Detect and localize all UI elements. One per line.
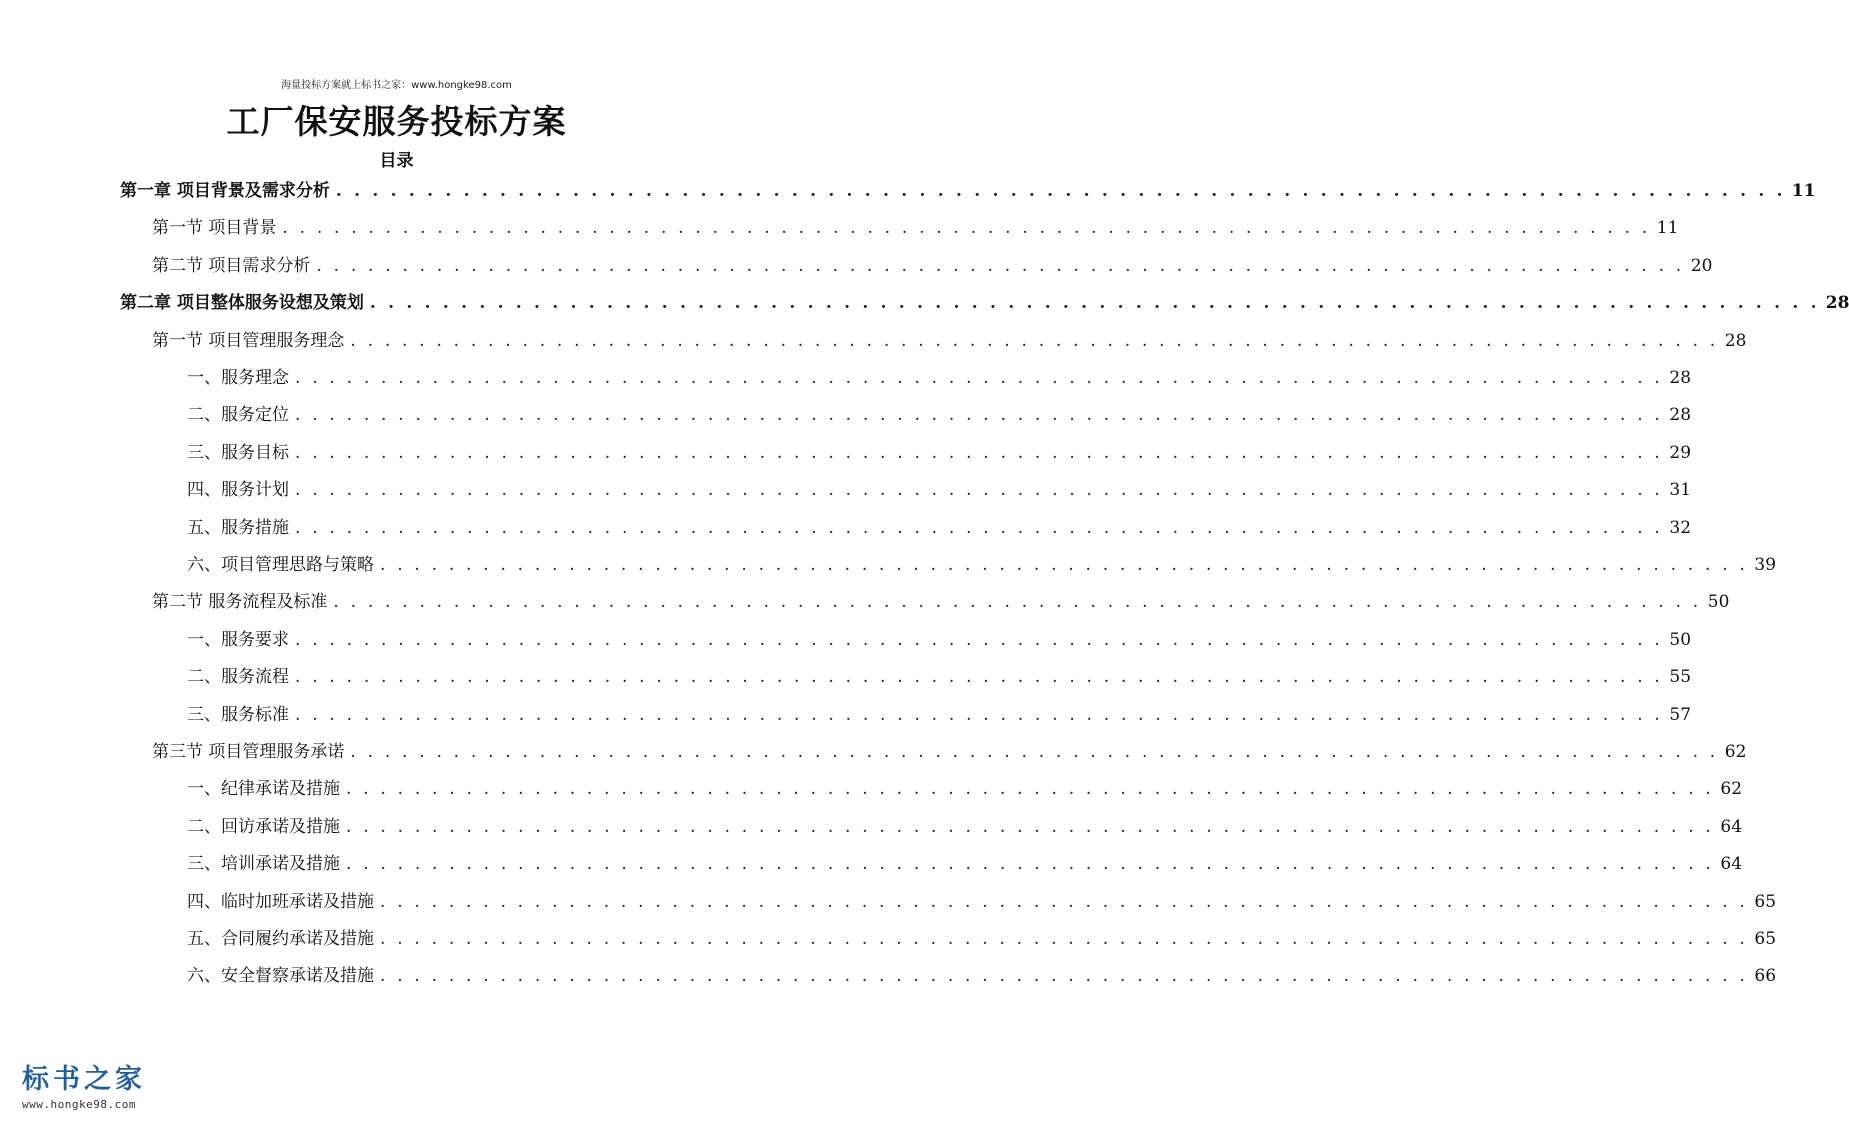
toc-entry[interactable] [152,587,1730,617]
toc-entry-label: 三、服务标准 [187,704,289,725]
toc-entry-page: 39 [1754,555,1777,575]
toc-dot-leader: . . . . . . . . . . . . . . . . . . . . . . . . . . . . . . . . . . . . . . . . . . . . . . . . . . . . . . . . . . . . . . . . . . . . . . . . . . . . . . . . [295,517,1664,538]
toc-entry[interactable] [187,849,1743,879]
toc-entry-label: 一、纪律承诺及措施 [187,779,340,800]
toc-entry-page: 57 [1669,704,1692,725]
toc-entry-page: 62 [1724,742,1747,762]
toc-dot-leader: . . . . . . . . . . . . . . . . . . . . . . . . . . . . . . . . . . . . . . . . . . . . . . . . . . . . . . . . . . . . . . . . . . . . . . . . . . . . . . . . [295,442,1664,463]
toc-entry-page: 28 [1724,330,1747,351]
toc-dot-leader: . . . . . . . . . . . . . . . . . . . . . . . . . . . . . . . . . . . . . . . . . . . . . . . . . . . . . . . . . . . . . . . . . . . . . . . . . . . . . . . . [295,704,1664,725]
toc-entry[interactable] [187,887,1777,917]
toc-entry-label: 第二节 项目需求分析 [152,255,311,276]
toc-dot-leader: . . . . . . . . . . . . . . . . . . . . . . . . . . . . . . . . . . . . . . . . . . . . . . . . . . . . . . . . . . . . . . . . . . . . . . . . . . . . . . . . [295,629,1664,650]
toc-entry-label: 二、服务流程 [187,667,289,688]
toc-entry[interactable] [187,400,1692,430]
toc-entry-page: 66 [1754,966,1777,987]
header-note: 海量投标方案就上标书之家：www.hongke98.com [281,80,512,91]
toc-entry-page: 50 [1669,629,1692,650]
toc-entry-page: 32 [1669,517,1692,538]
toc-entry-label: 第二章 项目整体服务设想及策划 [120,293,364,314]
toc-dot-leader: . . . . . . . . . . . . . . . . . . . . . . . . . . . . . . . . . . . . . . . . . . . . . . . . . . . . . . . . . . . . . . . . . . . . . . . . . . . . . . . . [316,255,1685,276]
toc-dot-leader: . . . . . . . . . . . . . . . . . . . . . . . . . . . . . . . . . . . . . . . . . . . . . . . . . . . . . . . . . . . . . . . . . . . . . . . . . . . . . . . . [346,816,1715,837]
toc-entry-page: 20 [1690,255,1713,276]
toc-dot-leader: . . . . . . . . . . . . . . . . . . . . . . . . . . . . . . . . . . . . . . . . . . . . . . . . . . . . . . . . . . . . . . . . . . . . . . . . . . . . . . . . [369,293,1820,314]
toc-entry-page: 64 [1720,816,1743,837]
toc-entry-page: 28 [1669,368,1692,388]
toc-entry-label: 二、服务定位 [187,405,289,426]
toc-dot-leader: . . . . . . . . . . . . . . . . . . . . . . . . . . . . . . . . . . . . . . . . . . . . . . . . . . . . . . . . . . . . . . . . . . . . . . . . . . . . . . . . [350,742,1719,762]
toc-entry-label: 第一节 项目背景 [152,218,277,239]
toc-entry-label: 第一章 项目背景及需求分析 [120,181,330,201]
toc-entry-page: 11 [1656,218,1679,239]
toc-entry-page: 31 [1669,480,1692,501]
toc-entry[interactable] [187,513,1692,543]
toc-entry-label: 五、服务措施 [187,517,289,538]
toc-entry-page: 11 [1791,181,1816,201]
toc-dot-leader: . . . . . . . . . . . . . . . . . . . . . . . . . . . . . . . . . . . . . . . . . . . . . . . . . . . . . . . . . . . . . . . . . . . . . . . . . . . . . . . . [346,854,1715,875]
toc-dot-leader: . . . . . . . . . . . . . . . . . . . . . . . . . . . . . . . . . . . . . . . . . . . . . . . . . . . . . . . . . . . . . . . . . . . . . . . . . . . . . . . . [346,779,1715,800]
toc-entry-page: 50 [1707,592,1730,613]
toc-entry[interactable] [187,961,1777,991]
toc-entry-page: 65 [1754,891,1777,912]
toc-entry-page: 28 [1825,293,1849,314]
toc-entry-page: 28 [1669,405,1692,426]
toc-dot-leader: . . . . . . . . . . . . . . . . . . . . . . . . . . . . . . . . . . . . . . . . . . . . . . . . . . . . . . . . . . . . . . . . . . . . . . . . . . . . . . . . [380,891,1749,912]
toc-entry[interactable] [187,438,1692,468]
toc-dot-leader: . . . . . . . . . . . . . . . . . . . . . . . . . . . . . . . . . . . . . . . . . . . . . . . . . . . . . . . . . . . . . . . . . . . . . . . . . . . . . . . . [350,330,1719,351]
toc-entry-label: 第二节 服务流程及标准 [152,592,328,613]
toc-entry-page: 65 [1754,929,1777,949]
toc-entry-label: 三、培训承诺及措施 [187,854,340,875]
site-logo [22,1064,162,1111]
toc-dot-leader: . . . . . . . . . . . . . . . . . . . . . . . . . . . . . . . . . . . . . . . . . . . . . . . . . . . . . . . . . . . . . . . . . . . . . . . . . . . . . . . . [380,966,1749,987]
toc-entry[interactable] [120,288,1849,318]
toc-dot-leader: . . . . . . . . . . . . . . . . . . . . . . . . . . . . . . . . . . . . . . . . . . . . . . . . . . . . . . . . . . . . . . . . . . . . . . . . . . . . . . . . [335,181,1786,201]
toc-entry-label: 二、回访承诺及措施 [187,816,340,837]
toc-dot-leader: . . . . . . . . . . . . . . . . . . . . . . . . . . . . . . . . . . . . . . . . . . . . . . . . . . . . . . . . . . . . . . . . . . . . . . . . . . . . . . . . [295,667,1664,688]
toc-entry[interactable] [152,213,1679,243]
toc-entry-label: 四、服务计划 [187,480,289,501]
toc-dot-leader: . . . . . . . . . . . . . . . . . . . . . . . . . . . . . . . . . . . . . . . . . . . . . . . . . . . . . . . . . . . . . . . . . . . . . . . . . . . . . . . . [380,929,1749,949]
document-title: 工厂保安服务投标方案 [226,102,567,141]
logo-text: 标书之家 [22,1064,146,1095]
toc-entry-label: 一、服务要求 [187,629,289,650]
toc-entry-label: 三、服务目标 [187,442,289,463]
toc-entry-page: 62 [1720,779,1743,800]
toc-entry[interactable] [187,774,1743,804]
toc-entry[interactable] [187,363,1692,393]
toc-dot-leader: . . . . . . . . . . . . . . . . . . . . . . . . . . . . . . . . . . . . . . . . . . . . . . . . . . . . . . . . . . . . . . . . . . . . . . . . . . . . . . . . [295,405,1664,426]
toc-entry-page: 29 [1669,442,1692,463]
toc-entry[interactable] [187,475,1692,505]
toc-entry[interactable] [187,662,1692,692]
toc-entry[interactable] [187,625,1692,655]
toc-entry-label: 六、项目管理思路与策略 [187,555,374,575]
toc-entry-label: 六、安全督察承诺及措施 [187,966,374,987]
toc-entry[interactable] [152,737,1747,767]
toc-entry[interactable] [152,326,1747,356]
toc-dot-leader: . . . . . . . . . . . . . . . . . . . . . . . . . . . . . . . . . . . . . . . . . . . . . . . . . . . . . . . . . . . . . . . . . . . . . . . . . . . . . . . . [282,218,1651,239]
toc-dot-leader: . . . . . . . . . . . . . . . . . . . . . . . . . . . . . . . . . . . . . . . . . . . . . . . . . . . . . . . . . . . . . . . . . . . . . . . . . . . . . . . . [380,555,1749,575]
toc-entry-page: 55 [1669,667,1692,688]
toc-entry-label: 四、临时加班承诺及措施 [187,891,374,912]
toc-entry[interactable] [187,700,1692,730]
toc-entry-label: 第三节 项目管理服务承诺 [152,742,345,762]
toc-entry-page: 64 [1720,854,1743,875]
toc-entry-label: 五、合同履约承诺及措施 [187,929,374,949]
toc-entry-label: 一、服务理念 [187,368,289,388]
toc-entry-label: 第一节 项目管理服务理念 [152,330,345,351]
toc-entry[interactable] [152,251,1713,281]
toc-dot-leader: . . . . . . . . . . . . . . . . . . . . . . . . . . . . . . . . . . . . . . . . . . . . . . . . . . . . . . . . . . . . . . . . . . . . . . . . . . . . . . . . [333,592,1702,613]
toc-entry[interactable] [120,176,1816,206]
toc-dot-leader: . . . . . . . . . . . . . . . . . . . . . . . . . . . . . . . . . . . . . . . . . . . . . . . . . . . . . . . . . . . . . . . . . . . . . . . . . . . . . . . . [295,368,1664,388]
logo-url: www.hongke98.com [22,1098,136,1111]
toc-entry[interactable] [187,550,1777,580]
toc-entry[interactable] [187,812,1743,842]
toc-heading: 目录 [379,151,414,171]
toc-entry[interactable] [187,924,1777,954]
toc-dot-leader: . . . . . . . . . . . . . . . . . . . . . . . . . . . . . . . . . . . . . . . . . . . . . . . . . . . . . . . . . . . . . . . . . . . . . . . . . . . . . . . . [295,480,1664,501]
